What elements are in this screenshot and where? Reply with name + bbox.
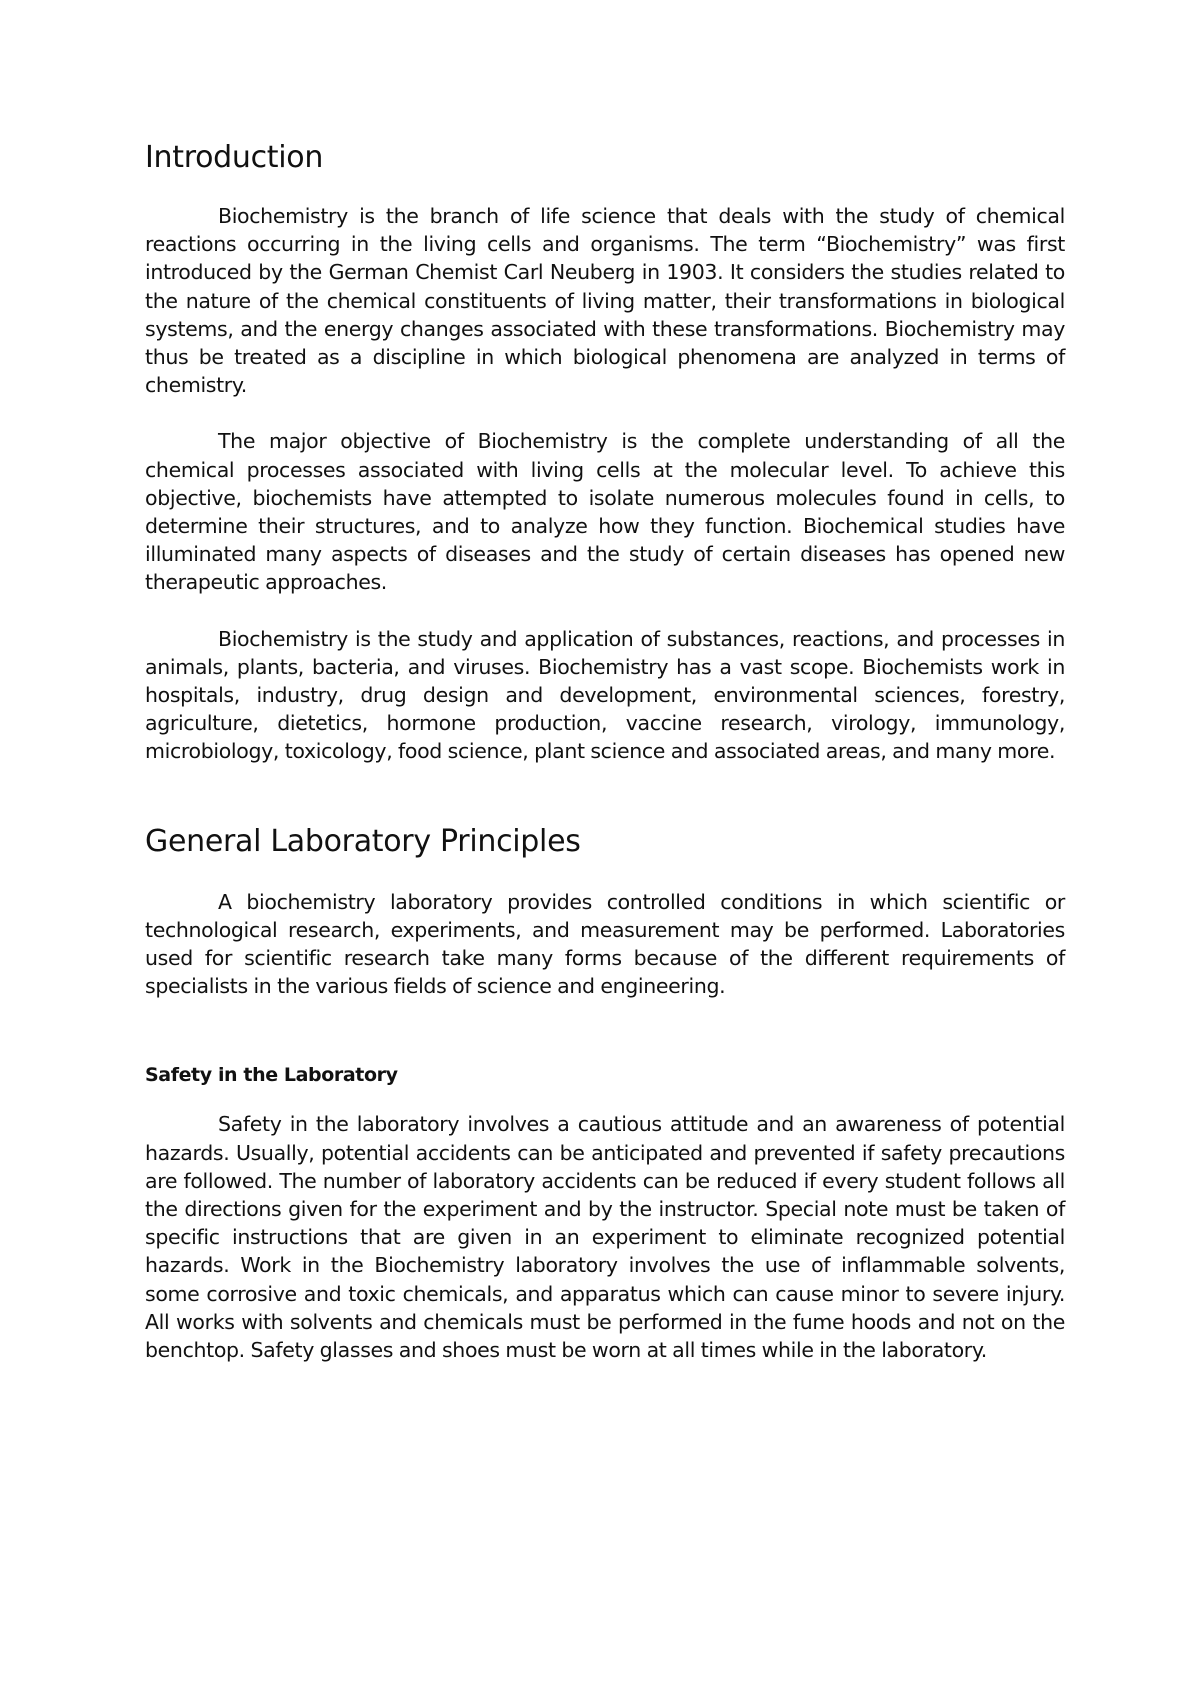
section-title-general-laboratory-principles: General Laboratory Principles [145,823,581,859]
section-title-introduction: Introduction [145,140,324,175]
safety-paragraph-1: Safety in the laboratory involves a cautious attitude and an awareness of potential hazards. Usually, potential accidents can be anticipated and prevented if safety precautions are followed. The number of laboratory accidents can be reduced if every student follows all the directions given for the experiment and by the instructor. Special note must be taken of specific instructions that are given in an experiment to eliminate recognized potential hazards. Work in the Biochemistry laboratory involves the use of inflammable solvents, some corrosive and toxic chemicals, and apparatus which can cause minor to severe injury. All works with solvents and chemicals must be performed in the fume hoods and not on the benchtop. Safety glasses and shoes must be worn at all times while in the laboratory. [145,1112,1065,1363]
introduction-paragraph-1: Biochemistry is the branch of life science that deals with the study of chemical reactions occurring in the living cells and organisms. The term “Biochemistry” was first introduced by the German Chemist Carl Neuberg in 1903. It considers the studies related to the nature of the chemical constituents of living matter, their transformations in biological systems, and the energy changes associated with these transformations. Biochemistry may thus be treated as a discipline in which biological phenomena are analyzed in terms of chemistry. [145,204,1065,398]
introduction-paragraph-2: The major objective of Biochemistry is the complete understanding of all the chemical processes associated with living cells at the molecular level. To achieve this objective, biochemists have attempted to isolate numerous molecules found in cells, to determine their structures, and to analyze how they function. Biochemical studies have illuminated many aspects of diseases and the study of certain diseases has opened new therapeutic approaches. [145,429,1065,595]
introduction-paragraph-3: Biochemistry is the study and application of substances, reactions, and processes in animals, plants, bacteria, and viruses. Biochemistry has a vast scope. Biochemists work in hospitals, industry, drug design and development, environmental sciences, forestry, agriculture, dietetics, hormone production, vaccine research, virology, immunology, microbiology, toxicology, food science, plant science and associated areas, and many more. [145,626,1065,764]
subsection-title-safety: Safety in the Laboratory [145,1064,398,1087]
document-page [145,140,1065,1364]
laboratory-principles-paragraph-1: A biochemistry laboratory provides controlled conditions in which scientific or technological research, experiments, and measurement may be performed. Laboratories used for scientific research take many forms because of the different requirements of specialists in the various fields of science and engineering. [145,889,1065,999]
